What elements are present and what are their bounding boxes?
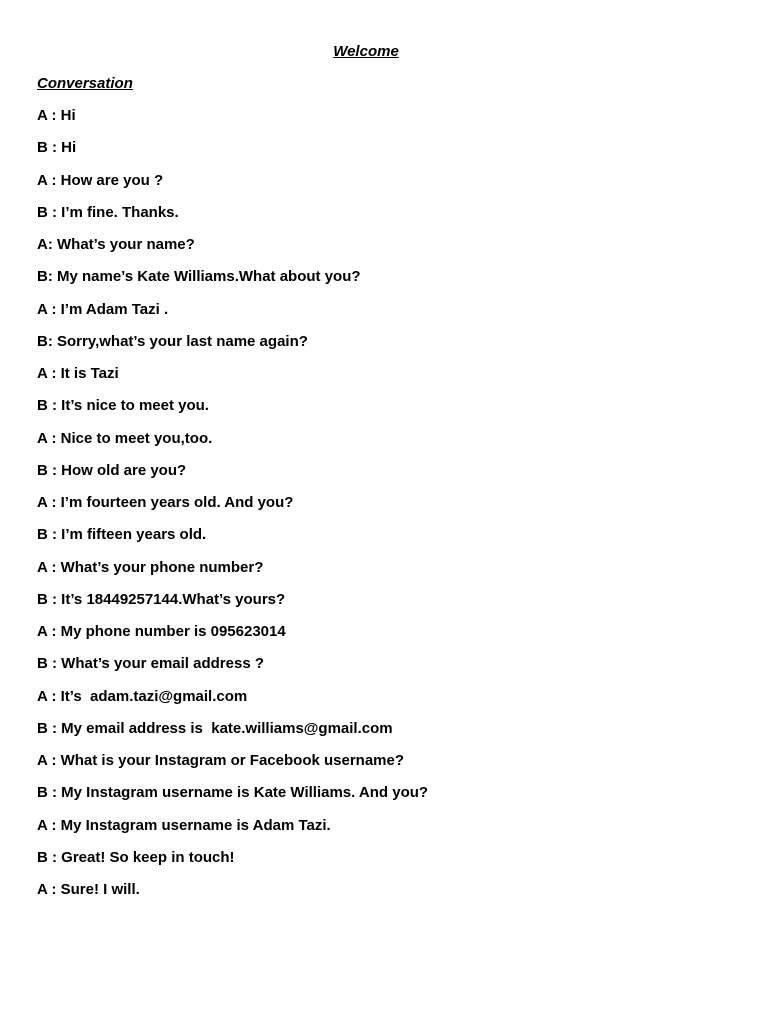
dialogue-line: A : It is Tazi xyxy=(37,365,119,382)
dialogue-line: B : How old are you? xyxy=(37,461,187,479)
dialogue-line: B : My Instagram username is Kate Williams. And you? xyxy=(37,784,429,802)
dialogue-line: A : Sure! I will. xyxy=(37,881,140,898)
dialogue-line: B : Hi xyxy=(37,139,77,157)
dialogue-line: B : It’s 18449257144.What’s yours? xyxy=(37,590,286,608)
dialogue-line: B : Great! So keep in touch! xyxy=(37,848,235,866)
dialogue-line: A : What’s your phone number? xyxy=(37,558,264,576)
dialogue-line: A : What is your Instagram or Facebook username? xyxy=(37,752,405,769)
dialogue-line: A : I’m Adam Tazi . xyxy=(37,300,169,318)
dialogue-line: A : Hi xyxy=(37,107,76,124)
dialogue-line: B : My email address is kate.williams@gmail.com xyxy=(37,719,393,737)
conversation-list xyxy=(37,106,428,912)
section-heading: Conversation xyxy=(37,75,133,92)
dialogue-line: B : I’m fifteen years old. xyxy=(37,526,207,544)
dialogue-line: A : Nice to meet you,too. xyxy=(37,429,213,447)
dialogue-line: A : How are you ? xyxy=(37,171,164,189)
page-title: Welcome xyxy=(333,43,399,60)
dialogue-line: A : It’s adam.tazi@gmail.com xyxy=(37,687,248,705)
dialogue-line: B : It’s nice to meet you. xyxy=(37,397,209,415)
dialogue-line: A : My phone number is 095623014 xyxy=(37,623,286,640)
dialogue-line: A : My Instagram username is Adam Tazi. xyxy=(37,816,331,834)
dialogue-line: B: My name’s Kate Williams.What about you? xyxy=(37,268,361,286)
dialogue-line: B: Sorry,what’s your last name again? xyxy=(37,332,308,350)
dialogue-line: A: What’s your name? xyxy=(37,236,195,253)
dialogue-line: A : I’m fourteen years old. And you? xyxy=(37,494,294,511)
dialogue-line: B : What’s your email address ? xyxy=(37,655,264,673)
dialogue-line: B : I’m fine. Thanks. xyxy=(37,203,179,221)
